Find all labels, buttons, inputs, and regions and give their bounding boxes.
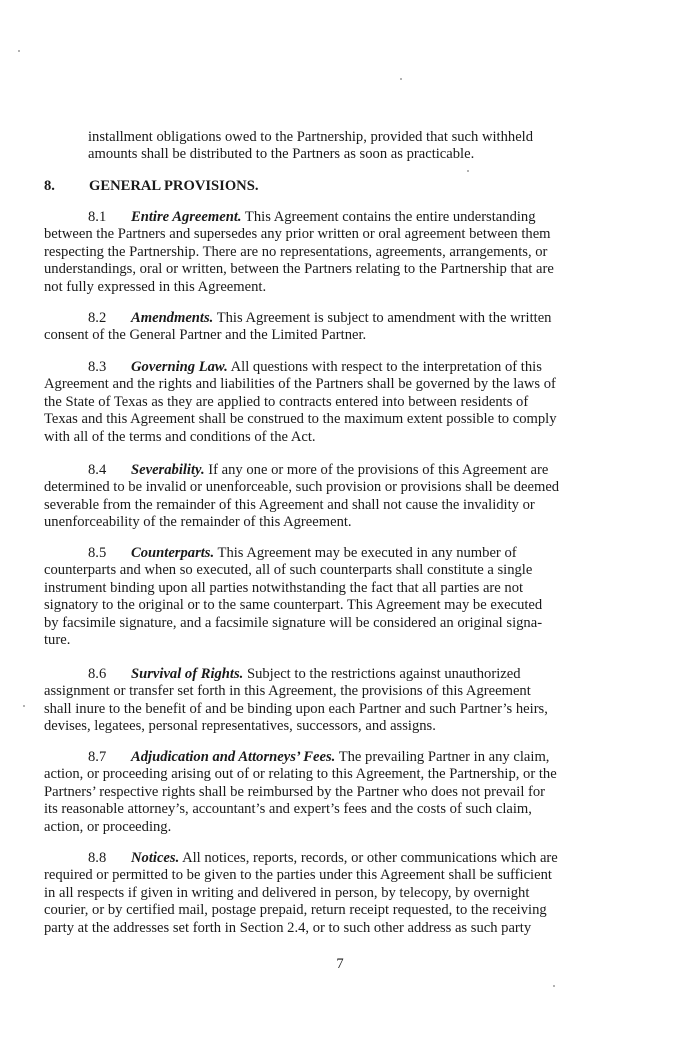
text-line: with all of the terms and conditions of the Act. [44,428,316,445]
subsection-8-5 [44,545,640,649]
text-line: The prevailing Partner in any claim, [335,749,550,765]
page-number: 7 [336,956,344,972]
text-line: consent of the General Partner and the Limited Partner. [44,327,367,344]
text-line: between the Partners and supersedes any prior written or oral agreement between them [44,226,551,243]
scan-speck [553,985,555,987]
subsection-title: Severability. [131,462,205,478]
text-line: not fully expressed in this Agreement. [44,278,267,295]
subsection-8-8 [44,850,640,937]
subsection-title: Governing Law. [131,359,228,375]
section-title: GENERAL PROVISIONS. [89,178,259,194]
subsection-number: 8.3 [88,359,107,375]
subsection-title: Amendments. [131,310,214,326]
text-line: respecting the Partnership. There are no representations, agreements, arrangements, or [44,243,548,260]
text-line: courier, or by certified mail, postage prepaid, return receipt requested, to the receiving [44,902,547,919]
text-line: counterparts and when so executed, all of such counterparts shall constitute a single [44,562,533,579]
subsection-number: 8.5 [88,545,107,561]
text-line: Texas and this Agreement shall be construed to the maximum extent possible to comply [44,411,557,428]
text-line: If any one or more of the provisions of this Agreement are [204,462,549,478]
text-line: by facsimile signature, and a facsimile signature will be considered an original signa- [44,614,543,631]
text-line: instrument binding upon all parties notwithstanding the fact that all parties are not [44,579,524,596]
text-line: assignment or transfer set forth in this Agreement, the provisions of this Agreement [44,683,531,700]
text-line: Subject to the restrictions against unauthorized [243,666,521,682]
subsection-8-1 [44,209,640,296]
text-line: determined to be invalid or unenforceable, such provision or provisions shall be deemed [44,479,560,496]
text-line: in all respects if given in writing and delivered in person, by telecopy, by overnight [44,884,530,901]
text-line: understandings, oral or written, between the Partners relating to the Partnership that are [44,261,554,278]
subsection-number: 8.7 [88,749,107,765]
scan-speck [467,170,469,172]
text-line: This Agreement is subject to amendment with the written [213,310,552,326]
subsection-title: Entire Agreement. [131,209,242,225]
section-number: 8. [44,178,55,194]
subsection-number: 8.4 [88,462,107,478]
text-line: the State of Texas as they are applied to contracts entered into between residents of [44,393,529,410]
subsection-number: 8.2 [88,310,107,326]
subsection-number: 8.8 [88,850,107,866]
subsection-title: Counterparts. [131,545,215,561]
text-line: Partners’ respective rights shall be reimbursed by the Partner who does not prevail for [44,783,546,800]
text-line: shall inure to the benefit of and be binding upon each Partner and such Partner’s heirs, [44,700,548,717]
text-line: ture. [44,632,71,649]
text-line: amounts shall be distributed to the Partners as soon as practicable. [88,146,475,163]
scan-speck [23,705,25,707]
subsection-title: Adjudication and Attorneys’ Fees. [131,749,336,765]
text-line: severable from the remainder of this Agreement and shall not cause the invalidity or [44,496,535,513]
text-line: party at the addresses set forth in Section 2.4, or to such other address as such party [44,919,532,936]
text-line: This Agreement contains the entire understanding [241,209,536,225]
text-line: unenforceability of the remainder of this Agreement. [44,514,352,531]
text-line: devises, legatees, personal representatives, successors, and assigns. [44,718,436,735]
text-line: All notices, reports, records, or other communications which are [179,850,558,866]
text-line: action, or proceeding. [44,818,172,835]
scan-speck [18,50,20,52]
subsection-number: 8.1 [88,209,107,225]
text-line: installment obligations owed to the Partnership, provided that such withheld [88,129,534,145]
text-line: required or permitted to be given to the parties under this Agreement shall be sufficient [44,867,552,884]
subsection-title: Notices. [131,850,180,866]
subsection-8-3 [44,359,640,446]
text-line: action, or proceeding arising out of or relating to this Agreement, the Partnership, or the [44,766,557,783]
subsection-8-4 [44,462,640,532]
subsection-8-7 [44,749,640,836]
continued-paragraph [88,129,588,164]
subsection-number: 8.6 [88,666,107,682]
subsection-title: Survival of Rights. [131,666,244,682]
text-line: Agreement and the rights and liabilities of the Partners shall be governed by the laws of [44,376,556,393]
subsection-8-6 [44,666,640,736]
subsection-8-2 [44,310,640,345]
scan-speck [400,78,402,80]
text-line: All questions with respect to the interpretation of this [227,359,542,375]
section-heading [44,178,259,195]
text-line: This Agreement may be executed in any number of [214,545,517,561]
text-line: signatory to the original or to the same counterpart. This Agreement may be executed [44,597,543,614]
text-line: its reasonable attorney’s, accountant’s and expert’s fees and the costs of such claim, [44,801,532,818]
